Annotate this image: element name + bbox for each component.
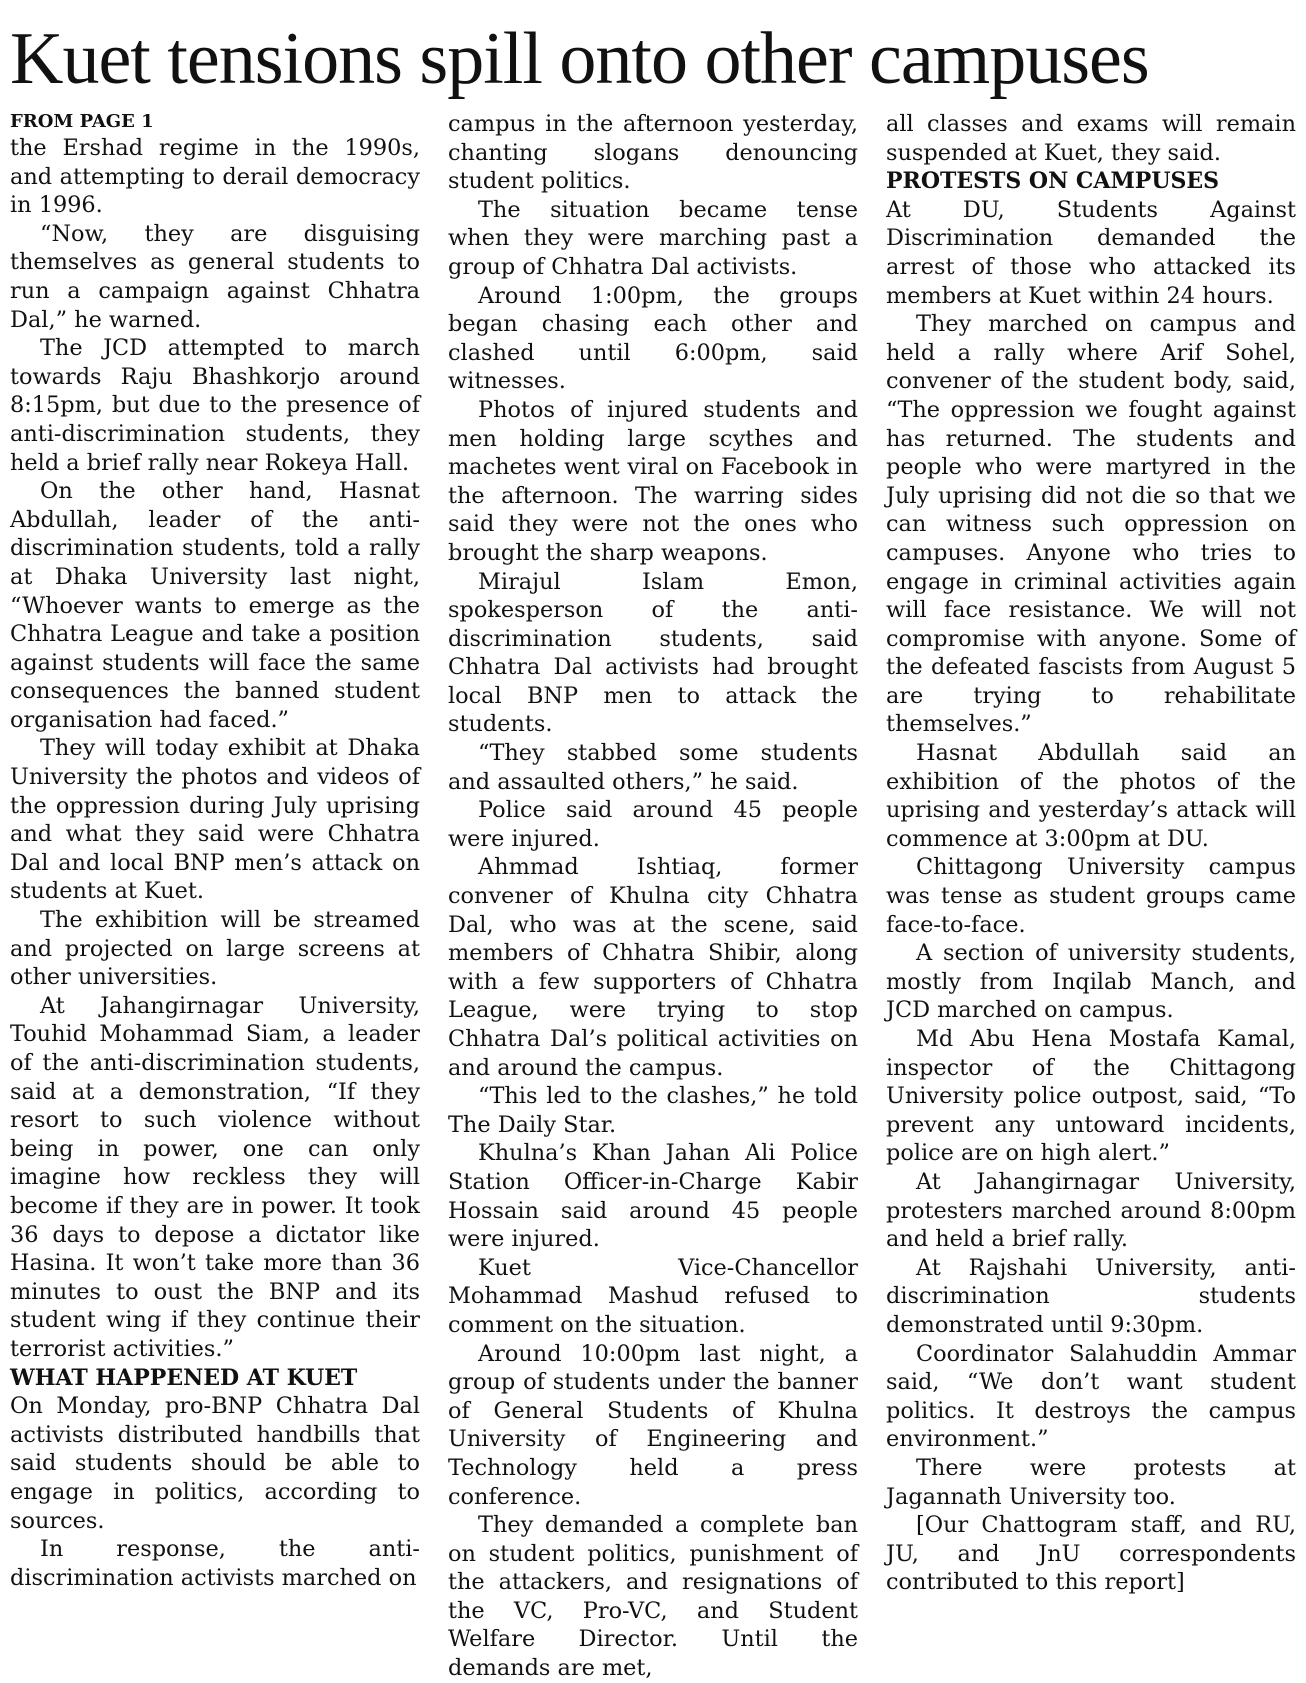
paragraph: campus in the afternoon yesterday, chanting slogans denouncing student politics. <box>448 111 858 195</box>
paragraph: Police said around 45 people were injured. <box>448 797 858 852</box>
paragraph: “This led to the clashes,” he told The Daily Star. <box>448 1083 858 1138</box>
headline: Kuet tensions spill onto other campuses <box>10 18 1149 100</box>
paragraph: A section of university students, mostly from Inqilab Manch, and JCD marched on campus. <box>886 940 1296 1024</box>
paragraph: [Our Chattogram staff, and RU, JU, and JnU correspondents contributed to this report] <box>886 1512 1296 1596</box>
paragraph: There were protests at Jagannath University too. <box>886 1454 1296 1510</box>
paragraph: The JCD attempted to march towards Raju Bhashkorjo around 8:15pm, but due to the presence of anti-discrimination students, they held a brief rally near Rokeya Hall. <box>10 335 420 476</box>
paragraph: Khulna’s Khan Jahan Ali Police Station Officer-in-Charge Kabir Hossain said around 45 people were injured. <box>448 1140 858 1253</box>
paragraph: On the other hand, Hasnat Abdullah, leader of the anti-discrimination students, told a rally at Dhaka University last night, “Whoever wants to emerge as the Chhatra League and take a position against students will face the same consequences the banned student organisation had faced.” <box>10 478 420 733</box>
paragraph: The exhibition will be streamed and projected on large screens at other universities. <box>10 907 420 991</box>
paragraph: They marched on campus and held a rally where Arif Sohel, convener of the student body, said, “The oppression we fought against has returned. The students and people who were martyred in the July uprising did not die so that we can witness such oppression on campuses. Anyone who tries to engage in criminal activities again will face resistance. We will not compromise with anyone. Some of the defeated fascists from August 5 are trying to rehabilitate themselves.” <box>886 311 1296 738</box>
paragraph: “Now, they are disguising themselves as general students to run a campaign against Chhatra Dal,” he warned. <box>10 220 420 333</box>
paragraph: On Monday, pro-BNP Chhatra Dal activists distributed handbills that said students should be able to engage in politics, according to sources. <box>10 1393 420 1534</box>
paragraph: Around 1:00pm, the groups began chasing each other and clashed until 6:00pm, said witnesses. <box>448 282 858 395</box>
paragraph: At Jahangirnagar University, Touhid Mohammad Siam, a leader of the anti-discrimination students, said at a demonstration, “If they resort to such violence without being in power, one can only imagine how reckless they will become if they are in power. It took 36 days to depose a dictator like Hasina. It won’t take more than 36 minutes to oust the BNP and its student wing if they continue their terrorist activities.” <box>10 992 420 1362</box>
paragraph: Coordinator Salahuddin Ammar said, “We don’t want student politics. It destroys the campus environment.” <box>886 1340 1296 1453</box>
paragraph: Photos of injured students and men holding large scythes and machetes went viral on Facebook in the afternoon. The warring sides said they were not the ones who brought the sharp weapons. <box>448 396 858 566</box>
paragraph: At Rajshahi University, anti-discrimination students demonstrated until 9:30pm. <box>886 1254 1296 1338</box>
paragraph: At DU, Students Against Discrimination demanded the arrest of those who attacked its members at Kuet within 24 hours. <box>886 196 1296 309</box>
paragraph: Around 10:00pm last night, a group of students under the banner of General Students of Khulna University of Engineering and Technology held a press conference. <box>448 1340 858 1510</box>
article-column-3 <box>886 110 1296 1597</box>
subheading-what-happened: WHAT HAPPENED AT KUET <box>10 1364 358 1391</box>
paragraph: At Jahangirnagar University, protesters marched around 8:00pm and held a brief rally. <box>886 1168 1296 1253</box>
paragraph: the Ershad regime in the 1990s, and attempting to derail democracy in 1996. <box>10 135 420 219</box>
paragraph: all classes and exams will remain suspended at Kuet, they said. <box>886 111 1296 166</box>
paragraph: “They stabbed some students and assaulted others,” he said. <box>448 740 858 795</box>
paragraph: The situation became tense when they were marching past a group of Chhatra Dal activists. <box>448 196 858 280</box>
from-page-kicker: FROM PAGE 1 <box>10 111 154 132</box>
article-column-2 <box>448 110 858 1683</box>
paragraph: Md Abu Hena Mostafa Kamal, inspector of the Chittagong University police outpost, said, “To prevent any untoward incidents, police are on high alert.” <box>886 1026 1296 1167</box>
article-column-1 <box>10 110 420 1592</box>
paragraph: They will today exhibit at Dhaka University the photos and videos of the oppression during July uprising and what they said were Chhatra Dal and local BNP men’s attack on students at Kuet. <box>10 735 420 905</box>
subheading-protests: PROTESTS ON CAMPUSES <box>886 168 1220 195</box>
paragraph: Mirajul Islam Emon, spokesperson of the anti-discrimination students, said Chhatra Dal activists had brought local BNP men to attack the students. <box>448 568 858 738</box>
paragraph: They demanded a complete ban on student politics, punishment of the attackers, and resignations of the VC, Pro-VC, and Student Welfare Director. Until the demands are met, <box>448 1512 858 1682</box>
paragraph: In response, the anti-discrimination activists marched on <box>10 1536 420 1591</box>
paragraph: Ahmmad Ishtiaq, former convener of Khulna city Chhatra Dal, who was at the scene, said members of Chhatra Shibir, along with a few supporters of Chhatra League, were trying to stop Chhatra Dal’s political activities on and around the campus. <box>448 854 858 1081</box>
paragraph: Chittagong University campus was tense as student groups came face-to-face. <box>886 854 1296 938</box>
paragraph: Kuet Vice-Chancellor Mohammad Mashud refused to comment on the situation. <box>448 1254 858 1338</box>
paragraph: Hasnat Abdullah said an exhibition of the photos of the uprising and yesterday’s attack will commence at 3:00pm at DU. <box>886 740 1296 852</box>
